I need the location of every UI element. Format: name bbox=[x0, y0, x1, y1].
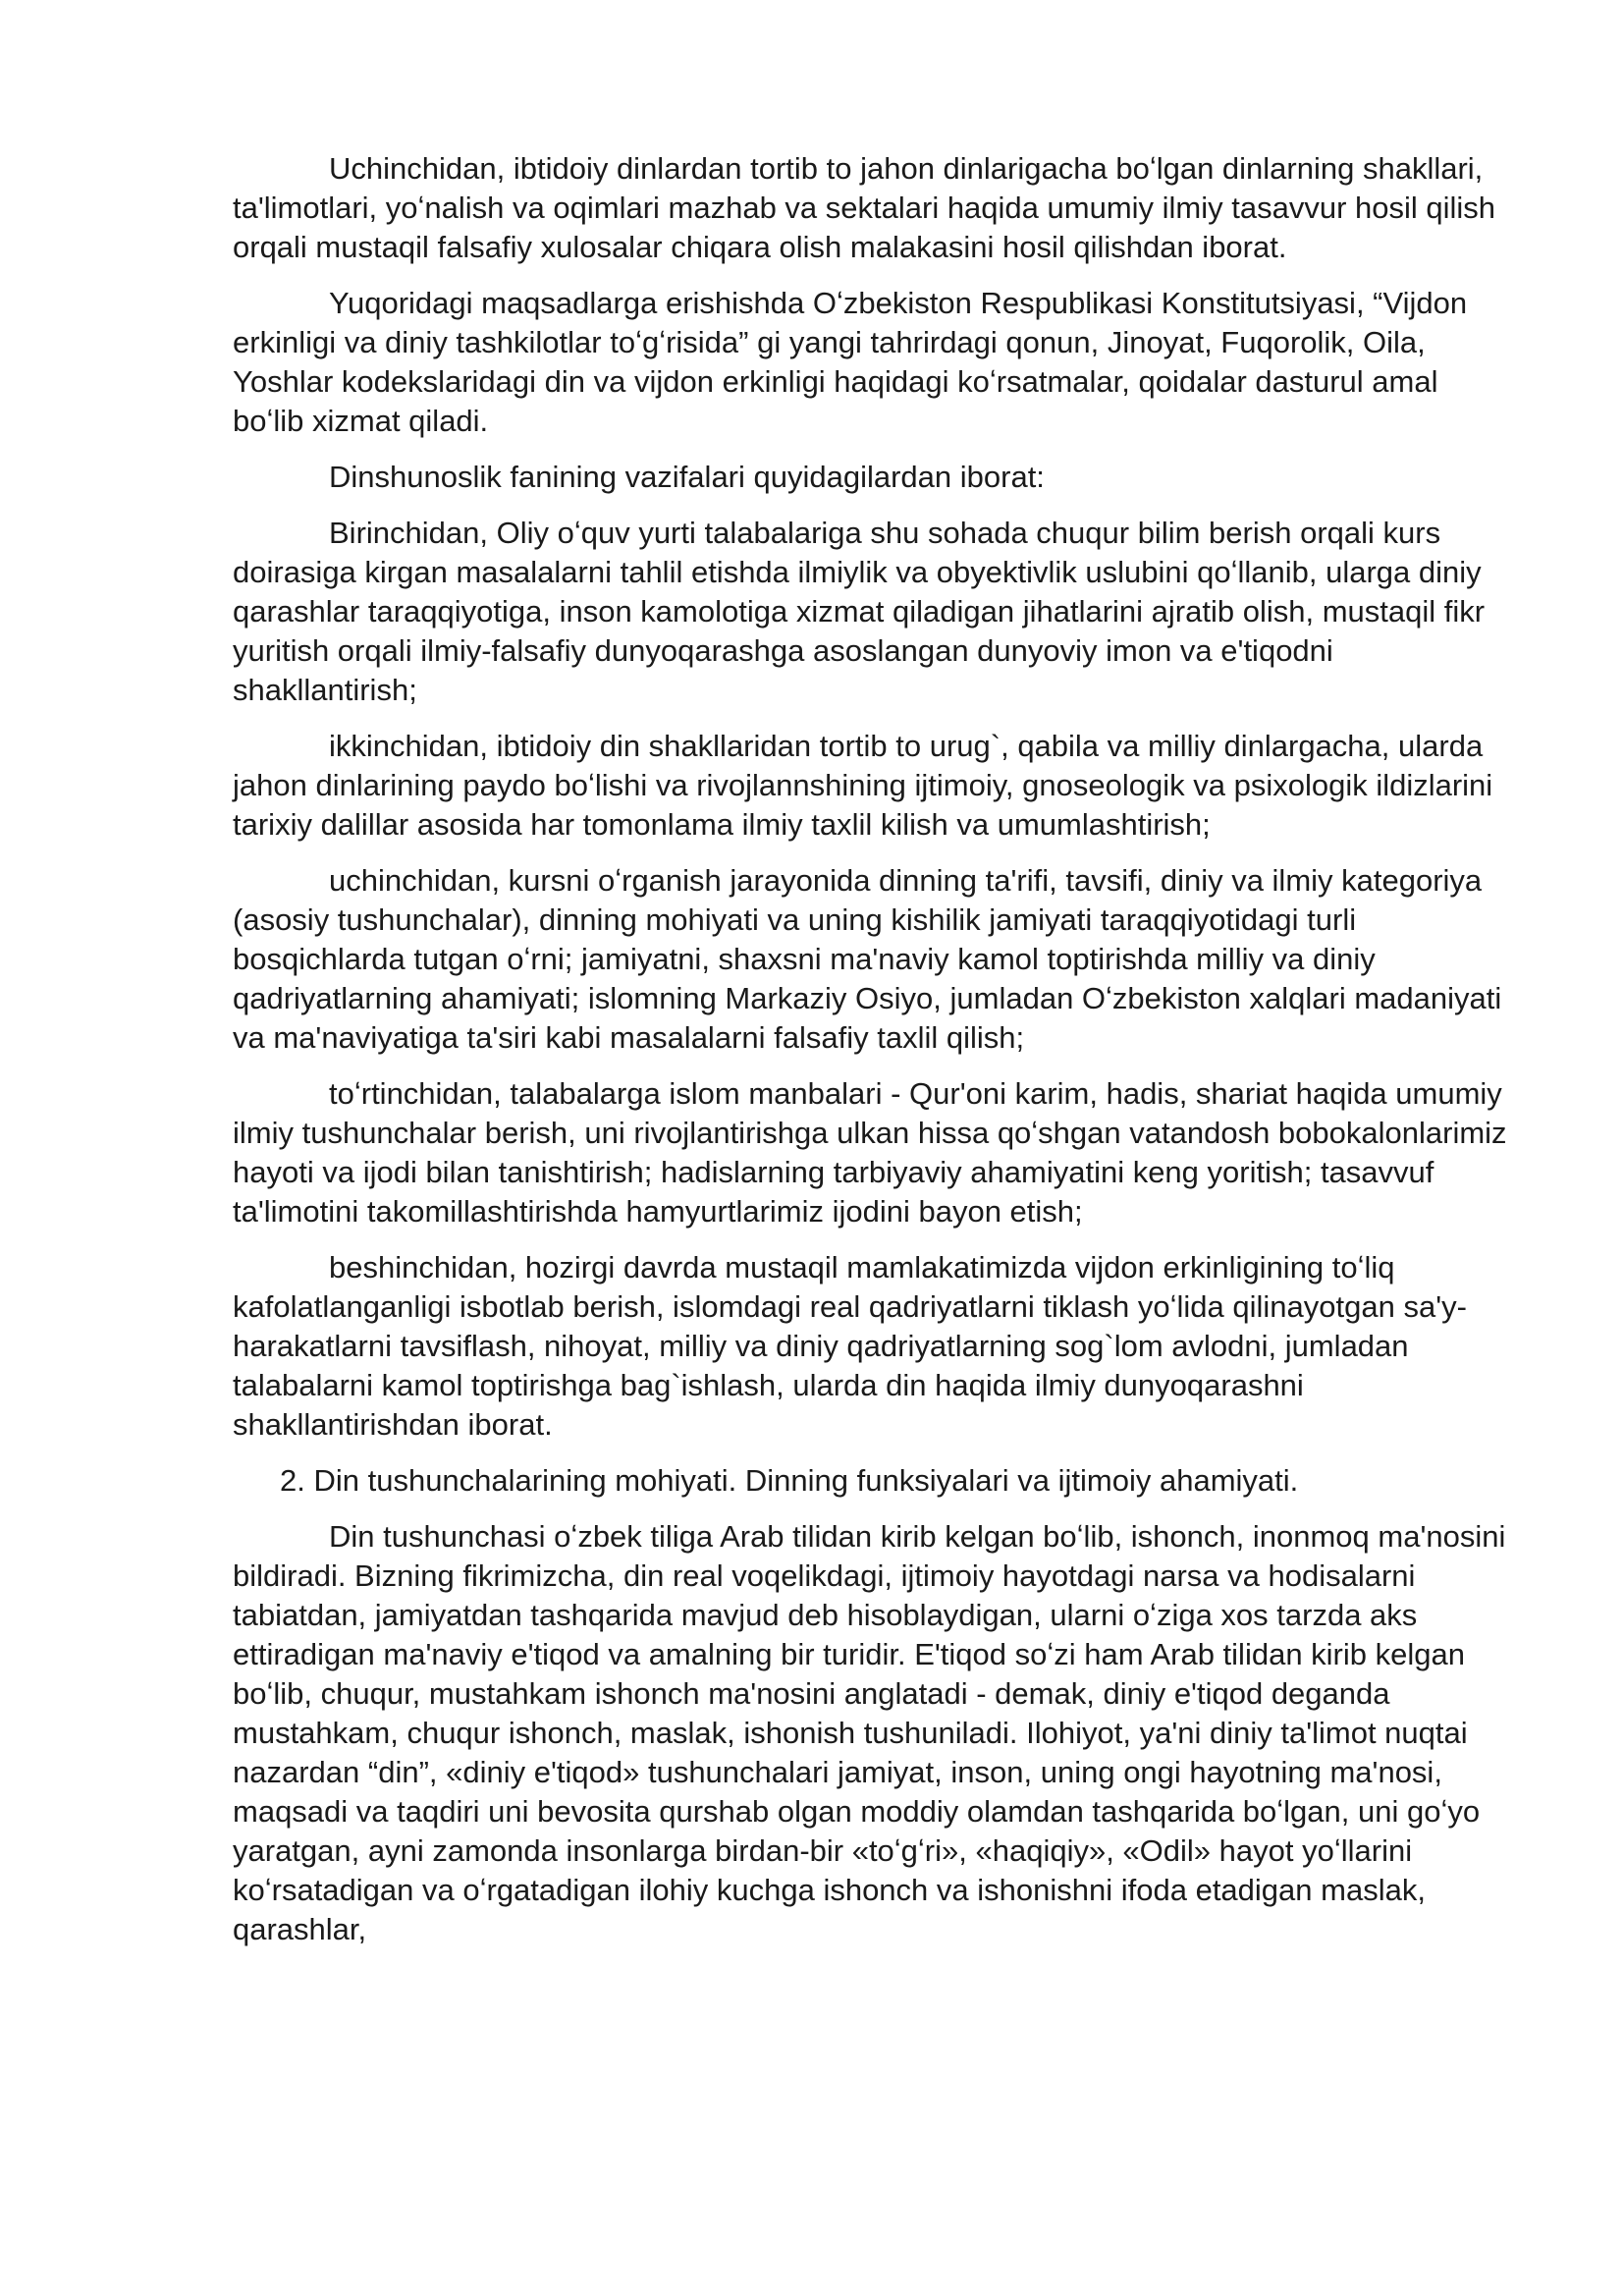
section-heading: 2. Din tushunchalarining mohiyati. Dinning funksiyalari va ijtimoiy ahamiyati. bbox=[280, 1463, 1299, 1498]
paragraph-task-third: uchinchidan, kursni oʻrganish jarayonida dinning ta'rifi, tavsifi, diniy va ilmiy kategoriya (asosiy tushunchalar), dinning mohiyati va uning kishilik jamiyati taraqqiyotidagi turli bosqichlarda tutgan oʻrni; jamiyatni, shaxsni ma'naviy kamol toptirishda milliy va diniy qadriyatlarning ahamiyati; islomning Markaziy Osiyo, jumladan Oʻzbekiston xalqlari madaniyati va ma'naviyatiga ta'siri kabi masalalarni falsafiy taxlil qilish; bbox=[233, 863, 1502, 1055]
paragraph-task-fifth: beshinchidan, hozirgi davrda mustaqil mamlakatimizda vijdon erkinligining toʻliq kafolatlanganligi isbotlab berish, islomdagi real qadriyatlarni tiklash yoʻlida qilinayotgan sa'y-harakatlarni tavsiflash, nihoyat, milliy va diniy qadriyatlarning sog`lom avlodni, jumladan talabalarni kamol toptirishga bag`ishlash, ularda din haqida ilmiy dunyoqarashni shakllantirishdan iborat. bbox=[233, 1250, 1467, 1442]
paragraph-din-definition: Din tushunchasi oʻzbek tiliga Arab tilidan kirib kelgan boʻlib, ishonch, inonmoq ma'nosini bildiradi. Bizning fikrimizcha, din real voqelikdagi, ijtimoiy hayotdagi narsa va hodisalarni tabiatdan, jamiyatdan tashqarida mavjud deb hisoblaydigan, ularni oʻziga xos tarzda aks ettiradigan ma'naviy e'tiqod va amalning bir turidir. E'tiqod soʻzi ham Arab tilidan kirib kelgan boʻlib, chuqur, mustahkam ishonch ma'nosini anglatadi - demak, diniy e'tiqod deganda mustahkam, chuqur ishonch, maslak, ishonish tushuniladi. Ilohiyot, ya'ni diniy ta'limot nuqtai nazardan “din”, «diniy e'tiqod» tushunchalari jamiyat, inson, uning ongi hayotning ma'nosi, maqsadi va taqdiri uni bevosita qurshab olgan moddiy olamdan tashqarida boʻlgan, uni goʻyo yaratgan, ayni zamonda insonlarga birdan-bir «toʻgʻri», «haqiqiy», «Odil» hayot yoʻllarini koʻrsatadigan va oʻrgatadigan ilohiy kuchga ishonch va ishonishni ifoda etadigan maslak, qarashlar, bbox=[233, 1519, 1506, 1946]
paragraph-uchinchidan-goal: Uchinchidan, ibtidoiy dinlardan tortib to jahon dinlarigacha boʻlgan dinlarning shakllari, ta'limotlari, yoʻnalish va oqimlari mazhab va sektalari haqida umumiy ilmiy tasavvur hosil qilish orqali mustaqil falsafiy xulosalar chiqara olish malakasini hosil qilishdan iborat. bbox=[233, 151, 1496, 264]
paragraph-task-fourth: toʻrtinchidan, talabalarga islom manbalari - Qur'oni karim, hadis, shariat haqida umumiy ilmiy tushunchalar berish, uni rivojlantirishga ulkan hissa qoʻshgan vatandosh bobokalonlarimiz hayoti va ijodi bilan tanishtirish; hadislarning tarbiyaviy ahamiyatini keng yoritish; tasavvuf ta'limotini takomillashtirishda hamyurtlarimiz ijodini bayon etish; bbox=[233, 1076, 1507, 1229]
paragraph-tasks-intro: Dinshunoslik fanining vazifalari quyidagilardan iborat: bbox=[329, 460, 1045, 494]
paragraph-task-second: ikkinchidan, ibtidoiy din shakllaridan tortib to urug`, qabila va milliy dinlargacha, ularda jahon dinlarining paydo boʻlishi va rivojlannshining ijtimoiy, gnoseologik va psixologik ildizlarini tarixiy dalillar asosida har tomonlama ilmiy taxlil kilish va umumlashtirish; bbox=[233, 729, 1493, 842]
document-page bbox=[233, 149, 1509, 1966]
paragraph-task-first: Birinchidan, Oliy oʻquv yurti talabalariga shu sohada chuqur bilim berish orqali kurs doirasiga kirgan masalalarni tahlil etishda ilmiylik va obyektivlik uslubini qoʻllanib, ularga diniy qarashlar taraqqiyotiga, inson kamolotiga xizmat qiladigan jihatlarini ajratib olish, mustaqil fikr yuritish orqali ilmiy-falsafiy dunyoqarashga asoslangan dunyoviy imon va e'tiqodni shakllantirish; bbox=[233, 516, 1486, 707]
paragraph-legal-basis: Yuqoridagi maqsadlarga erishishda Oʻzbekiston Respublikasi Konstitutsiyasi, “Vijdon erkinligi va diniy tashkilotlar toʻgʻrisida” gi yangi tahrirdagi qonun, Jinoyat, Fuqorolik, Oila, Yoshlar kodekslaridagi din va vijdon erkinligi haqidagi koʻrsatmalar, qoidalar dasturul amal boʻlib xizmat qiladi. bbox=[233, 286, 1468, 438]
